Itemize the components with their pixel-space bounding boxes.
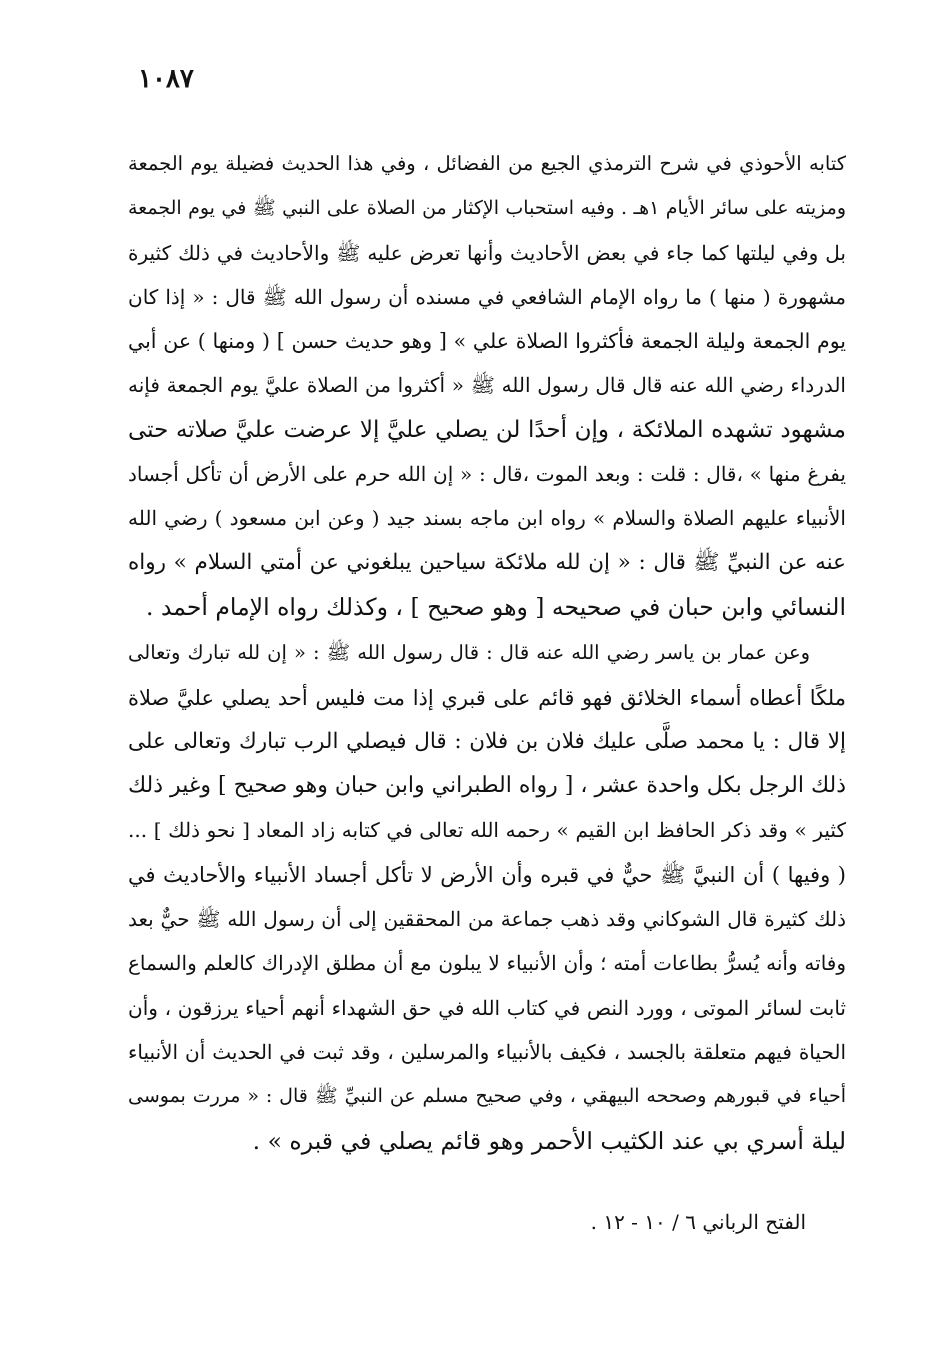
text-line: إلا قال : يا محمد صلَّى عليك فلان بن فلان : قال فيصلي الرب تبارك وتعالى على [128, 728, 846, 754]
text-line: الحياة فيهم متعلقة بالجسد ، فكيف بالأنبياء والمرسلين ، وقد ثبت في الحديث أن الأنبياء [128, 1039, 846, 1064]
text-line: كثير » وقد ذكر الحافظ ابن القيم » رحمه الله تعالى في كتابه زاد المعاد [ نحو ذلك ] ... [128, 818, 846, 843]
text-line: ذلك كثيرة قال الشوكاني وقد ذهب جماعة من المحققين إلى أن رسول الله ﷺ حيٌّ بعد [128, 907, 846, 932]
text-line: مشهود تشهده الملائكة ، وإن أحدًا لن يصلي عليَّ إلا عرضت عليَّ صلاته حتى [128, 416, 846, 443]
text-line: كتابه الأحوذي في شرح الترمذي الجيع من الفضائل ، وفي هذا الحديث فضيلة يوم الجمعة [128, 152, 846, 175]
text-line: مشهورة ( منها ) ما رواه الإمام الشافعي في مسنده أن رسول الله ﷺ قال : « إذا كان [128, 284, 846, 309]
text-line: ذلك الرجل بكل واحدة عشر ، [ رواه الطبراني وابن حبان وهو صحيح ] وغير ذلك [128, 773, 846, 799]
text-line: أحياء في قبورهم وصححه البيهقي ، وفي صحيح مسلم عن النبيِّ ﷺ قال : « مررت بموسى [128, 1085, 846, 1108]
text-line: الأنبياء عليهم الصلاة والسلام » رواه ابن ماجه بسند جيد ( وعن ابن مسعود ) رضي الله [128, 506, 846, 531]
text-line: عنه عن النبيِّ ﷺ قال : « إن لله ملائكة سياحين يبلغوني عن أمتي السلام » رواه [128, 549, 846, 575]
text-line: وعن عمار بن ياسر رضي الله عنه قال : قال رسول الله ﷺ : « إن لله تبارك وتعالى [128, 641, 810, 665]
text-line: يفرغ منها » ،قال : قلت : وبعد الموت ،قال : « إن الله حرم على الأرض أن تأكل أجساد [128, 462, 846, 487]
text-line: ثابت لسائر الموتى ، وورد النص في كتاب الله في حق الشهداء أنهم أحياء يرزقون ، وأن [128, 995, 846, 1020]
text-line: ( وفيها ) أن النبيَّ ﷺ حيٌّ في قبره وأن الأرض لا تأكل أجساد الأنبياء والأحاديث في [128, 862, 846, 887]
text-line: وفاته وأنه يُسرُّ بطاعات أمته ؛ وأن الأنبياء لا يبلون مع أن مطلق الإدراك كالعلم والسماع [128, 951, 846, 976]
text-line: النسائي وابن حبان في صحيحه [ وهو صحيح ] ، وكذلك رواه الإمام أحمد . [146, 592, 846, 621]
text-line: ملكًا أعطاه أسماء الخلائق فهو قائم على قبري إذا مت فليس أحد يصلي عليَّ صلاة [128, 685, 846, 710]
text-line: ومزيته على سائر الأيام ۱هـ . وفيه استحباب الإكثار من الصلاة على النبي ﷺ في يوم الجمعة [128, 197, 846, 220]
page-number: ١٠٨٧ [138, 64, 194, 94]
paragraph-1 [128, 142, 846, 629]
footnote: الفتح الرباني ٦ / ١٠ - ١٢ . [590, 1210, 806, 1234]
text-line: الدرداء رضي الله عنه قال قال رسول الله ﷺ « أكثروا من الصلاة عليَّ يوم الجمعة فإنه [128, 373, 846, 398]
main-text [128, 142, 846, 1163]
text-line: بل وفي ليلتها كما جاء في بعض الأحاديث وأنها تعرض عليه ﷺ والأحاديث في ذلك كثيرة [128, 240, 846, 265]
paragraph-2 [128, 631, 846, 1163]
text-line: يوم الجمعة وليلة الجمعة فأكثروا الصلاة علي » [ وهو حديث حسن ] ( ومنها ) عن أبي [128, 329, 846, 354]
text-line: ليلة أسري بي عند الكثيب الأحمر وهو قائم يصلي في قبره » . [252, 1126, 846, 1155]
